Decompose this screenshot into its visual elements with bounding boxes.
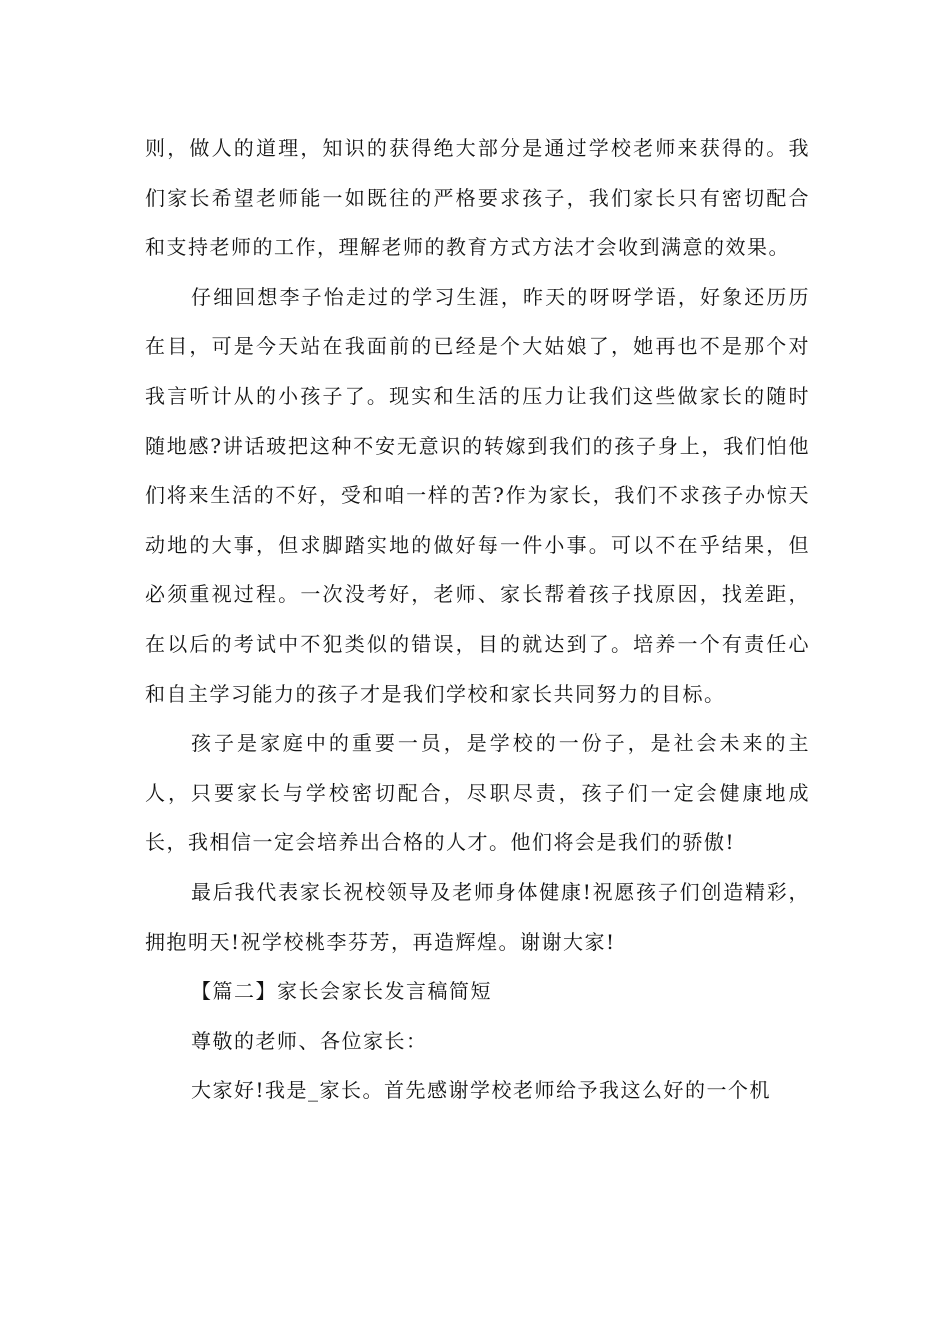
paragraph-greeting: 大家好!我是_家长。首先感谢学校老师给予我这么好的一个机: [191, 1078, 772, 1103]
paragraph-child-role: 孩子是家庭中的重要一员，是学校的一份子，是社会未来的主人，只要家长与学校密切配合，尽职尽责，孩子们一定会健康地成长，我相信一定会培养出合格的人才。他们将会是我们的骄傲!: [145, 731, 810, 855]
salutation: 尊敬的老师、各位家长：: [191, 1028, 428, 1053]
paragraph-reflection: 仔细回想李子怡走过的学习生涯，昨天的呀呀学语，好象还历历在目，可是今天站在我面前的已经是个大姑娘了，她再也不是那个对我言听计从的小孩子了。现实和生活的压力让我们这些做家长的随时随地感?讲话玻把这种不安无意识的转嫁到我们的孩子身上，我们怕他们将来生活的不好，受和咱一样的苦?作为家长，我们不求孩子办惊天动地的大事，但求脚踏实地的做好每一件小事。可以不在乎结果，但必须重视过程。一次没考好，老师、家长帮着孩子找原因，找差距，在以后的考试中不犯类似的错误，目的就达到了。培养一个有责任心和自主学习能力的孩子才是我们学校和家长共同努力的目标。: [145, 284, 810, 706]
paragraph-continuation: 则，做人的道理，知识的获得绝大部分是通过学校老师来获得的。我们家长希望老师能一如既往的严格要求孩子，我们家长只有密切配合和支持老师的工作，理解老师的教育方式方法才会收到满意的效果。: [145, 136, 810, 260]
paragraph-closing-wishes: 最后我代表家长祝校领导及老师身体健康!祝愿孩子们创造精彩，拥抱明天!祝学校桃李芬芳，再造辉煌。谢谢大家!: [145, 879, 810, 954]
section-heading-part-two: 【篇二】家长会家长发言稿简短: [191, 979, 492, 1004]
document-body: [145, 124, 810, 1116]
